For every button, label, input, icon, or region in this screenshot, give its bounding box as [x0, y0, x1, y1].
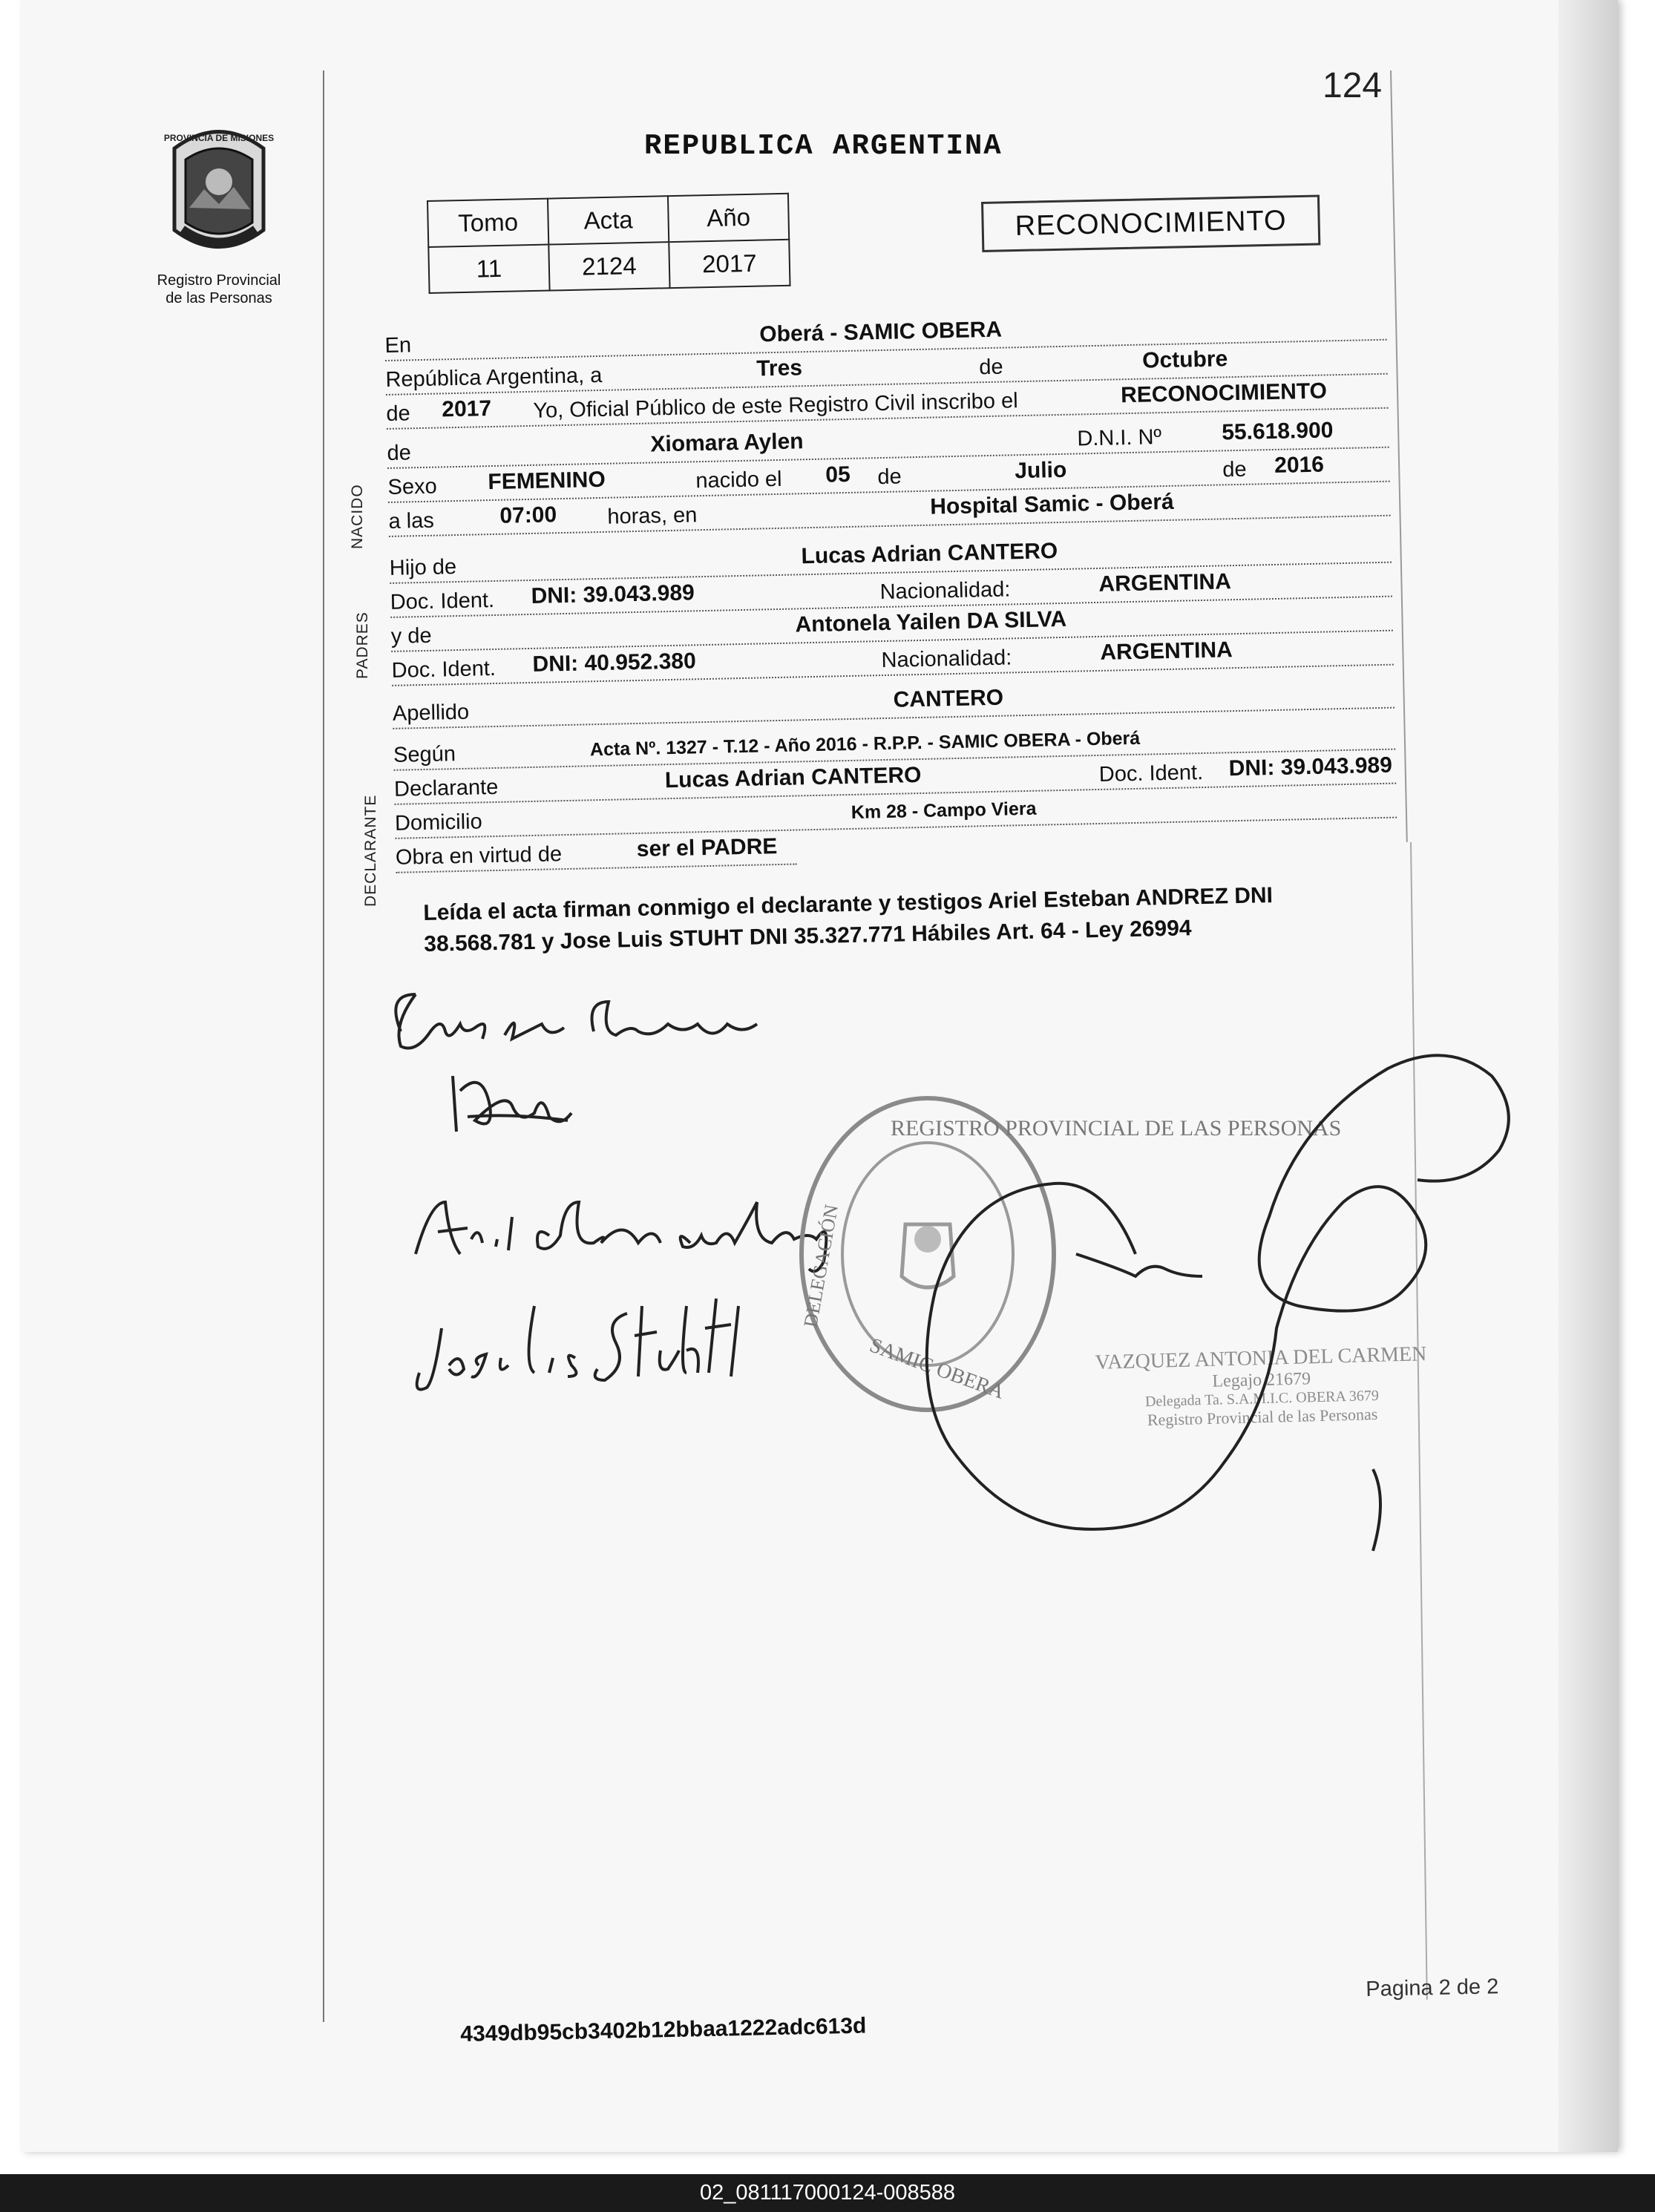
- label-republica: República Argentina, a: [385, 363, 603, 392]
- label-yo: Yo, Oficial Público de este Registro Civil inscribo el: [533, 389, 1018, 423]
- official-stamp-line3: Delegada Ta. S.A.M.I.C. OBERA 3679: [1144, 1387, 1380, 1411]
- section-label-nacido: NACIDO: [349, 484, 366, 549]
- value-declarante: Lucas Adrian CANTERO: [664, 762, 922, 793]
- signature-declarante-text: Cantero Lucas Adrian: [371, 979, 378, 980]
- value-madre-doc: DNI: 40.952.380: [532, 649, 697, 677]
- label-segun: Según: [393, 742, 456, 767]
- label-de-nac-anio: de: [1222, 457, 1247, 482]
- label-nacionalidad-padre: Nacionalidad:: [879, 577, 1011, 605]
- value-padre: Lucas Adrian CANTERO: [801, 539, 1058, 569]
- stamp-left-text: DELEGACIÓN: [799, 1203, 843, 1330]
- value-sexo: FEMENINO: [488, 467, 606, 495]
- table-value-acta: 2124: [548, 242, 669, 290]
- registry-table: [427, 193, 791, 294]
- label-de-nombre: de: [387, 441, 412, 465]
- signature-official-initials: [438, 1061, 586, 1143]
- value-segun: Acta Nº. 1327 - T.12 - Año 2016 - R.P.P. - SAMIC OBERA - Oberá: [589, 727, 1141, 761]
- table-value-anio: 2017: [669, 240, 790, 288]
- label-y-de: y de: [390, 623, 432, 649]
- value-nac-dia: 05: [825, 462, 851, 488]
- logo-text: PROVINCIA DE MISIONES: [163, 133, 275, 143]
- file-id: 02_081117000124-008588: [699, 2181, 956, 2205]
- stamp-ring-text: REGISTRO PROVINCIAL DE LAS PERSONAS: [891, 1116, 1342, 1141]
- value-tipo: RECONOCIMIENTO: [1120, 378, 1328, 408]
- document-hash: 4349db95cb3402b12bbaa1222adc613d: [460, 2013, 867, 2047]
- act-type-box: RECONOCIMIENTO: [981, 194, 1320, 252]
- signature-declarante: [371, 979, 831, 1069]
- official-stamp-line4: Registro Provincial de las Personas: [1147, 1404, 1378, 1430]
- table-header-anio: Año: [668, 194, 789, 242]
- value-padre-nac: ARGENTINA: [1098, 569, 1232, 597]
- value-lugar-nac: Hospital Samic - Oberá: [929, 489, 1174, 519]
- label-de-mes: de: [978, 355, 1003, 380]
- value-mes: Octubre: [1141, 347, 1228, 373]
- label-obra: Obra en virtud de: [395, 842, 563, 870]
- value-anio: 2017: [442, 396, 492, 422]
- document-title: REPUBLICA ARGENTINA: [644, 130, 1003, 163]
- label-apellido: Apellido: [392, 700, 470, 726]
- label-horas-en: horas, en: [607, 503, 698, 529]
- label-a-las: a las: [388, 508, 435, 534]
- label-nacionalidad-madre: Nacionalidad:: [881, 646, 1012, 673]
- value-madre-nac: ARGENTINA: [1100, 637, 1233, 665]
- table-header-acta: Acta: [548, 196, 669, 244]
- page-count: Pagina 2 de 2: [1366, 1975, 1499, 2001]
- file-id-band: [0, 2174, 1655, 2212]
- table-value-tomo: 11: [428, 245, 549, 293]
- label-en: En: [384, 333, 412, 358]
- value-hora: 07:00: [499, 502, 557, 528]
- page-number: 124: [1323, 66, 1383, 105]
- province-seal-logo: [152, 119, 286, 267]
- label-doc-ident-declarante: Doc. Ident.: [1098, 761, 1204, 787]
- label-domicilio: Domicilio: [394, 810, 482, 836]
- value-nac-anio: 2016: [1274, 452, 1325, 478]
- official-stamp-line1: VAZQUEZ ANTONIA DEL CARMEN: [1095, 1342, 1427, 1374]
- label-doc-ident-madre: Doc. Ident.: [391, 656, 496, 683]
- statement-line-1: Leída el acta firman conmigo el declarante y testigos Ariel Esteban ANDREZ DNI: [423, 883, 1274, 925]
- table-header-tomo: Tomo: [427, 199, 548, 247]
- logo-caption: [141, 272, 297, 307]
- statement-line-2: 38.568.781 y Jose Luis STUHT DNI 35.327.771 Hábiles Art. 64 - Ley 26994: [423, 916, 1192, 956]
- logo-caption-line1: Registro Provincial: [157, 272, 281, 289]
- signature-witness-stuht: [404, 1276, 776, 1410]
- label-doc-ident-padre: Doc. Ident.: [390, 588, 495, 614]
- signature-witness-stuht-text: José Luis Stuht: [404, 1276, 410, 1277]
- label-dni: D.N.I. Nº: [1077, 425, 1162, 451]
- official-stamp-line2: Legajo 21679: [1212, 1369, 1311, 1391]
- label-declarante: Declarante: [393, 775, 499, 801]
- signature-official-loop: [853, 1031, 1536, 1581]
- section-label-padres: PADRES: [354, 611, 371, 679]
- signature-witness-andrez-text: Ariel estebon andrez: [401, 1172, 408, 1173]
- label-sexo: Sexo: [387, 474, 437, 499]
- label-hijo-de: Hijo de: [389, 555, 457, 580]
- value-dia: Tres: [756, 355, 803, 381]
- value-apellido: CANTERO: [893, 685, 1004, 712]
- section-label-declarante: DECLARANTE: [362, 794, 379, 907]
- value-madre: Antonela Yailen DA SILVA: [795, 606, 1067, 637]
- page-edge-shadow: [1559, 0, 1618, 2152]
- value-lugar: Oberá - SAMIC OBERA: [758, 317, 1003, 347]
- label-nacido-el: nacido el: [695, 467, 782, 493]
- value-nombre: Xiomara Aylen: [650, 429, 804, 457]
- value-declarante-doc: DNI: 39.043.989: [1228, 752, 1393, 781]
- label-de-anio: de: [386, 401, 411, 426]
- value-nac-mes: Julio: [1014, 457, 1067, 484]
- value-padre-doc: DNI: 39.043.989: [531, 580, 695, 608]
- label-de-nac-mes: de: [877, 465, 902, 490]
- value-domicilio: Km 28 - Campo Viera: [851, 798, 1037, 823]
- left-margin-rule: [323, 70, 324, 2022]
- logo-caption-line2: de las Personas: [166, 290, 272, 306]
- stamp-bottom-text: SAMIC OBERA: [866, 1333, 1008, 1404]
- value-obra: ser el PADRE: [636, 834, 778, 862]
- value-dni: 55.618.900: [1221, 418, 1334, 445]
